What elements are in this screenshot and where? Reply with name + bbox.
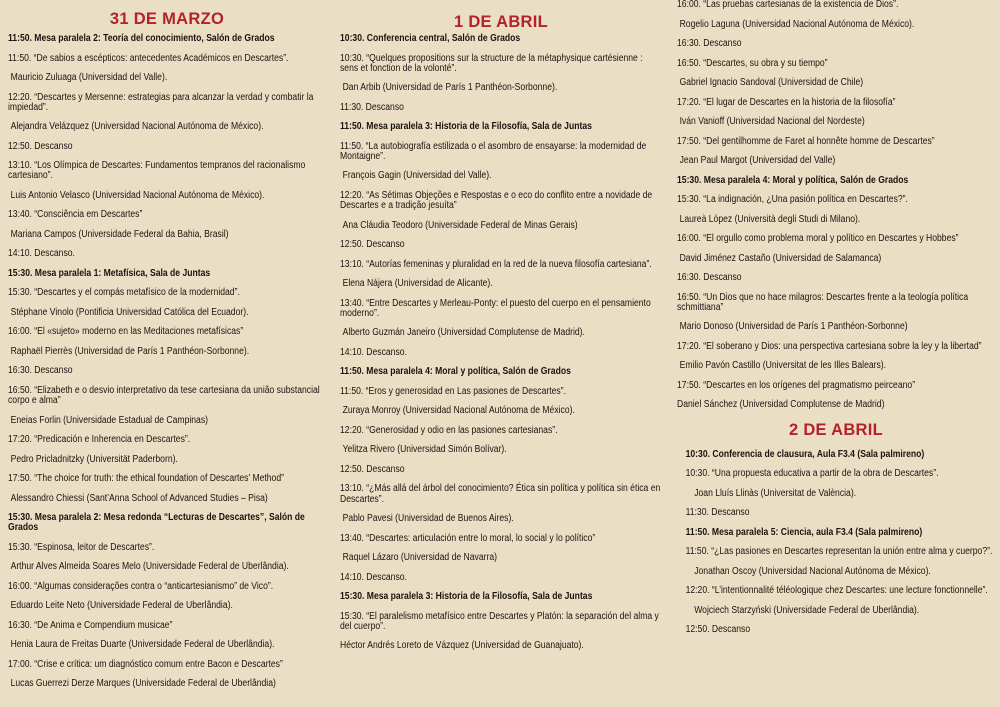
speaker-entry: Raphaël Pierrès (Universidad de París 1 Panthéon-Sorbonne). (10, 345, 250, 357)
schedule-note: 12:50. Descanso (340, 463, 405, 475)
talk-entry: 10:30. “Una propuesta educativa a partir de la obra de Descartes”. (685, 468, 939, 480)
speaker-entry: Stéphane Vinolo (Pontificia Universidad Católica del Ecuador). (10, 306, 249, 318)
schedule-note: 12:50. Descanso (340, 239, 405, 251)
talk-entry: 17:00. “Crise e crítica: um diagnóstico comum entre Bacon e Descartes” (8, 658, 283, 670)
talk-entry: 13:10. “Los Olímpica de Descartes: Fundamentos tempranos del racionalismo cartesiano”. (8, 160, 306, 182)
column-april-1-cont (677, 0, 995, 645)
talk-entry: 11:50. “De sabios a escépticos: antecedentes Académicos en Descartes”. (8, 52, 289, 64)
session-heading: 11:50. Mesa paralela 5: Ciencia, aula F3.4 (Sala palmireno) (685, 526, 923, 538)
schedule-note: 16:30. Descanso (677, 272, 742, 283)
talk-entry: 17:50. “Del gentilhomme de Faret al honnête homme de Descartes” (677, 135, 935, 147)
speaker-entry: Elena Nájera (Universidad de Alicante). (342, 278, 493, 290)
schedule-note: 16:30. Descanso (677, 38, 742, 49)
day-heading: 2 DE ABRIL (788, 420, 884, 439)
talk-entry: 16:50. “Un Dios que no hace milagros: Descartes frente a la teología política schmittiana” (677, 291, 969, 313)
talk-entry: 12:20. “Descartes y Mersenne: estrategias para alcanzar la verdad y combatir la impiedad”. (8, 91, 314, 113)
schedule-note: 14:10. Descanso. (340, 571, 407, 583)
talk-entry: 12:20. “As Sétimas Objeções e Respostas e o eco do conflito entre a novidade de Descartes e a tradição jesuíta” (340, 189, 653, 212)
speaker-entry: Ana Cláudia Teodoro (Universidade Federal de Minas Gerais) (342, 219, 578, 231)
speaker-entry: Yelitza Rivero (Universidad Simón Bolívar). (342, 444, 507, 456)
schedule-note: 12:50. Descanso (8, 140, 73, 152)
talk-entry: 13:10. “Autorías femeninas y pluralidad en la red de la nueva filosofía cartesiana”. (340, 258, 652, 270)
speaker-entry: Joan Lluís Llinàs (Universitat de València). (694, 487, 857, 499)
talk-entry: 15:30. “El paralelismo metafísico entre Descartes y Platón: la separación del alma y del cuerpo”. (340, 610, 659, 632)
schedule-note: 16:30. Descanso (8, 365, 73, 377)
speaker-entry: Gabriel Ignacio Sandoval (Universidad de Chile) (679, 77, 864, 88)
talk-entry: 12:20. “Generosidad y odio en las pasiones cartesianas”. (340, 424, 558, 436)
session-heading: 15:30. Mesa paralela 4: Moral y política, Salón de Grados (677, 174, 909, 186)
speaker-entry: Alejandra Velázquez (Universidad Nacional Autónoma de México). (10, 121, 264, 133)
session-heading: 15:30. Mesa paralela 3: Historia de la Filosofía, Sala de Juntas (340, 591, 593, 603)
talk-entry: 13:40. “Descartes: articulación entre lo moral, lo social y lo político” (340, 532, 596, 544)
schedule-note: 14:10. Descanso. (340, 346, 407, 358)
speaker-entry: Iván Vanioff (Universidad Nacional del Nordeste) (679, 116, 865, 127)
talk-entry: 16:30. “De Anima e Compendium musicae” (8, 619, 173, 631)
talk-entry: 12:20. “L’intentionnalité téléologique chez Descartes: une lecture fonctionnelle”. (685, 585, 988, 597)
speaker-entry: Zuraya Monroy (Universidad Nacional Autónoma de México). (342, 405, 575, 417)
session-heading: 10:30. Conferencia de clausura, Aula F3.4 (Sala palmireno) (685, 448, 925, 460)
talk-entry: 16:50. “Elizabeth e o desvio interpretativo da tese cartesiana da união substancial corpo e alma” (8, 384, 320, 407)
talk-entry: 17:20. “El soberano y Dios: una perspectiva cartesiana sobre la ley y la libertad” (677, 340, 982, 352)
schedule-list (677, 0, 995, 410)
speaker-entry: Raquel Lázaro (Universidad de Navarra) (342, 552, 497, 564)
schedule-list (677, 450, 995, 636)
speaker-entry: Dan Arbib (Universidad de París 1 Panthéon-Sorbonne). (342, 82, 558, 94)
talk-entry: 11:50. “La autobiografía estilizada o el asombro de ensayarse: la modernidad de Montaigne”. (340, 140, 647, 162)
speaker-entry: David Jiménez Castaño (Universidad de Salamanca) (679, 252, 882, 264)
speaker-entry: Mauricio Zuluaga (Universidad del Valle). (10, 72, 168, 83)
schedule-note: Daniel Sánchez (Universidad Complutense de Madrid) (677, 399, 885, 411)
speaker-entry: Lucas Guerrezi Derze Marques (Universidade Federal de Uberlândia) (10, 678, 276, 690)
schedule-note: 14:10. Descanso. (8, 248, 75, 260)
speaker-entry: Henia Laura de Freitas Duarte (Universidade Federal de Uberlândia). (10, 639, 275, 651)
talk-entry: 13:40. “Consciência em Descartes” (8, 209, 143, 221)
talk-entry: 13:10. “¿Más allá del árbol del conocimiento? Ética sin política y política sin ética en Descartes”. (340, 483, 661, 505)
day-heading: 31 DE MARZO (109, 10, 225, 28)
column-april-1 (340, 0, 662, 661)
talk-entry: 15:30. “Espinosa, leitor de Descartes”. (8, 541, 155, 553)
talk-entry: 16:00. “Las pruebas cartesianas de la existencia de Dios”. (677, 0, 899, 10)
schedule-note: Héctor Andrés Loreto de Vázquez (Universidad de Guanajuato). (340, 640, 584, 652)
speaker-entry: Pedro Pricladnitzky (Universität Paderborn). (10, 453, 178, 465)
speaker-entry: Mario Donoso (Universidad de París 1 Panthéon-Sorbonne) (679, 321, 908, 333)
session-heading: 15:30. Mesa paralela 1: Metafísica, Sala de Juntas (8, 267, 211, 279)
speaker-entry: Luis Antonio Velasco (Universidad Nacional Autónoma de México). (10, 189, 265, 201)
schedule-note: 11:30. Descanso (685, 507, 750, 519)
session-heading: 11:50. Mesa paralela 4: Moral y política, Salón de Grados (340, 366, 571, 378)
schedule-list (8, 34, 326, 690)
speaker-entry: Mariana Campos (Universidade Federal da Bahia, Brasil) (10, 228, 229, 240)
talk-entry: 10:30. “Quelques propositions sur la structure de la métaphysique cartésienne : sens et fonction de la volonté”. (340, 52, 643, 74)
session-heading: 15:30. Mesa paralela 2: Mesa redonda “Lecturas de Descartes”, Salón de Grados (8, 512, 305, 534)
talk-entry: 15:30. “Descartes y el compás metafísico de la modernidad”. (8, 287, 240, 299)
speaker-entry: Laureà López (Università degli Studi di Milano). (679, 213, 861, 225)
talk-entry: 15:30. “La indignación, ¿Una pasión política en Descartes?”. (677, 194, 908, 205)
talk-entry: 13:40. “Entre Descartes y Merleau-Ponty: el puesto del cuerpo en el pensamiento moderno”. (340, 297, 651, 319)
speaker-entry: Eneias Forlin (Universidade Estadual de Campinas) (10, 414, 209, 426)
column-march-31 (8, 0, 326, 699)
speaker-entry: Jean Paul Margot (Universidad del Valle) (679, 155, 836, 166)
talk-entry: 16:50. “Descartes, su obra y su tiempo” (677, 57, 828, 69)
talk-entry: 16:00. “El «sujeto» moderno en las Meditaciones metafísicas” (8, 326, 244, 338)
day-heading: 1 DE ABRIL (453, 13, 549, 31)
day-block-april-2 (677, 420, 995, 636)
speaker-entry: Jonathan Oscoy (Universidad Nacional Autónoma de México). (694, 565, 931, 577)
speaker-entry: Alessandro Chiessi (Sant’Anna School of Advanced Studies – Pisa) (10, 492, 268, 504)
speaker-entry: Emilio Pavón Castillo (Universitat de les Illes Balears). (679, 360, 887, 372)
schedule-note: 12:50. Descanso (685, 624, 751, 636)
talk-entry: 11:50. “Eros y generosidad en Las pasiones de Descartes”. (340, 385, 566, 397)
talk-entry: 17:20. “Predicación e Inherencia en Descartes”. (8, 434, 191, 446)
talk-entry: 11:50. “¿Las pasiones en Descartes representan la unión entre alma y cuerpo?”. (685, 546, 993, 558)
speaker-entry: Eduardo Leite Neto (Universidade Federal de Uberlândia). (10, 600, 233, 612)
speaker-entry: François Gagin (Universidad del Valle). (342, 170, 492, 182)
session-heading: 11:50. Mesa paralela 2: Teoría del conocimiento, Salón de Grados (8, 33, 275, 44)
speaker-entry: Rogelio Laguna (Universidad Nacional Autónoma de México). (679, 18, 915, 30)
talk-entry: 16:00. “Algumas considerações contra o “anticartesianismo” de Vico”. (8, 580, 274, 592)
schedule-list (340, 34, 662, 651)
talk-entry: 17:20. “El lugar de Descartes en la historia de la filosofía” (677, 96, 896, 108)
session-heading: 10:30. Conferencia central, Salón de Grados (340, 33, 521, 44)
speaker-entry: Wojciech Starzyński (Universidade Federal de Uberlândia). (694, 604, 920, 616)
talk-entry: 17:50. “The choice for truth: the ethical foundation of Descartes’ Method” (8, 473, 284, 485)
speaker-entry: Pablo Pavesi (Universidad de Buenos Aires). (342, 513, 514, 525)
speaker-entry: Alberto Guzmán Janeiro (Universidad Complutense de Madrid). (342, 327, 585, 339)
schedule-note: 11:30. Descanso (340, 101, 404, 113)
talk-entry: 17:50. “Descartes en los orígenes del pragmatismo peirceano” (677, 379, 916, 391)
speaker-entry: Arthur Alves Almeida Soares Melo (Universidade Federal de Uberlândia). (10, 561, 289, 573)
session-heading: 11:50. Mesa paralela 3: Historia de la Filosofía, Sala de Juntas (340, 121, 592, 133)
talk-entry: 16:00. “El orgullo como problema moral y político en Descartes y Hobbes” (677, 233, 959, 244)
